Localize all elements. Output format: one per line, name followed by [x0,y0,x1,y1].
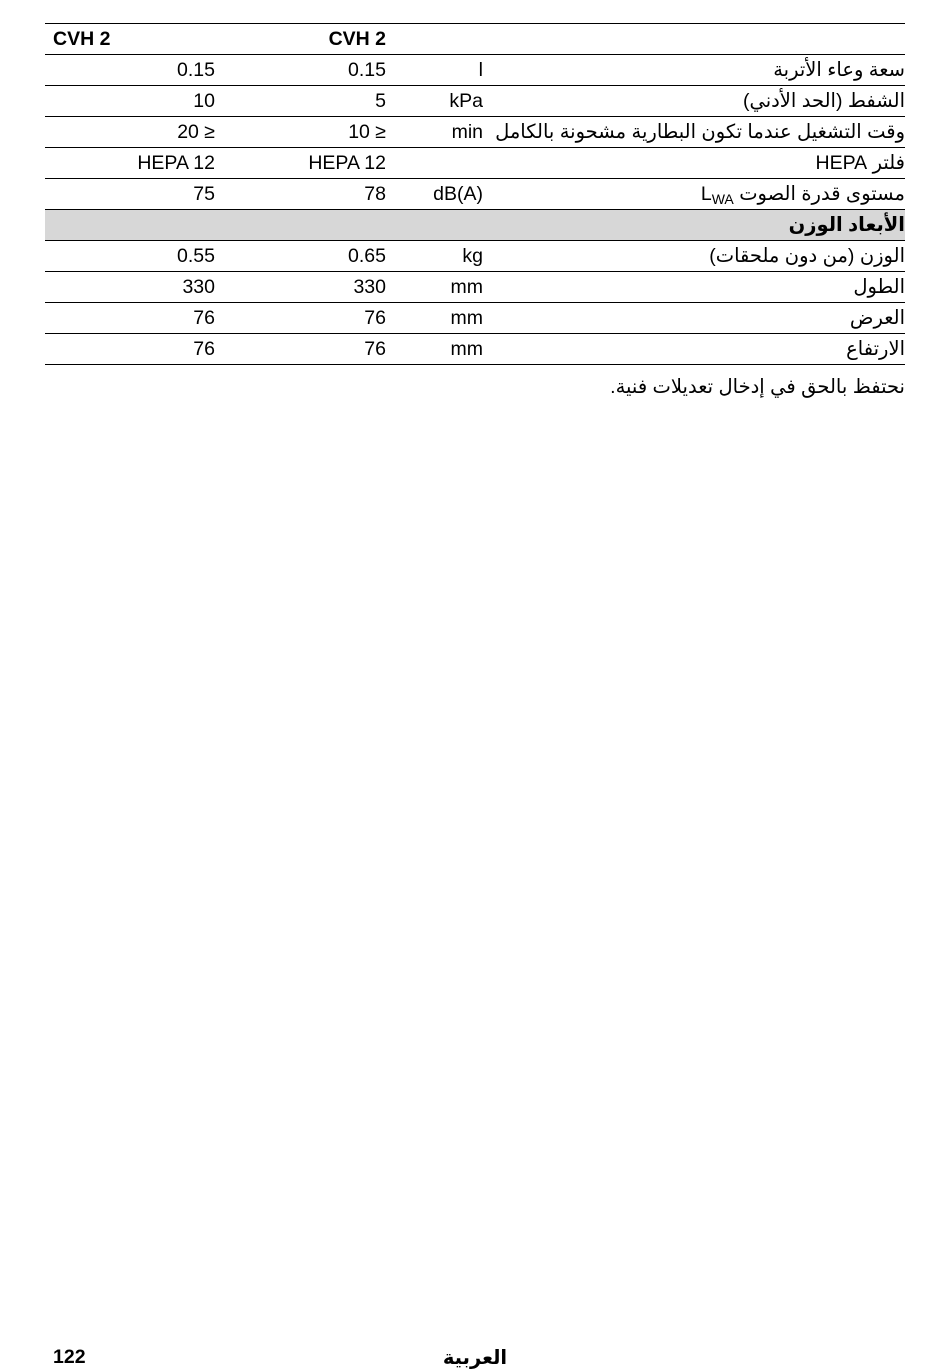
sound-power-symbol [701,183,734,205]
value-cell-2: 0.65 [215,241,386,272]
technical-changes-note: نحتفظ بالحق في إدخال تعديلات فنية. [610,376,905,398]
table-header-row [45,24,905,55]
value-cell-1: HEPA 12 [45,148,215,179]
value-cell-1: 0.15 [45,55,215,86]
value-cell-1: 76 [45,334,215,365]
value-cell-2: HEPA 12 [215,148,386,179]
value-cell-1: 330 [45,272,215,303]
value-cell-2: 76 [215,334,386,365]
value-cell-2: 5 [215,86,386,117]
label-cell: فلتر HEPA [483,148,905,179]
unit-cell: mm [386,334,483,365]
unit-cell: mm [386,303,483,334]
unit-cell: mm [386,272,483,303]
value-cell-2: 78 [215,179,386,210]
value-cell-1: 10 [45,86,215,117]
table-row [45,55,905,86]
page-number: 122 [53,1346,86,1368]
label-cell: الطول [483,272,905,303]
label-cell: سعة وعاء الأتربة [483,55,905,86]
header-model-1: CVH 2 [45,24,215,55]
value-cell-2: 10 ≥ [215,117,386,148]
label-cell: الوزن (من دون ملحقات) [483,241,905,272]
value-cell-1: 20 ≥ [45,117,215,148]
label-text: مستوى قدرة الصوت [739,182,905,205]
value-cell-1: 76 [45,303,215,334]
header-unit-cell [386,24,483,55]
label-cell: الارتفاع [483,334,905,365]
value-cell-1: 0.55 [45,241,215,272]
header-model-2: CVH 2 [215,24,386,55]
table-row [45,303,905,334]
unit-cell [386,148,483,179]
section-header-row [45,210,905,241]
value-cell-2: 76 [215,303,386,334]
label-cell: الشفط (الحد الأدني) [483,86,905,117]
unit-cell: kPa [386,86,483,117]
unit-cell: l [386,55,483,86]
section-title: الأبعاد الوزن [45,210,905,241]
table-row [45,272,905,303]
label-cell [483,179,905,210]
table-row [45,148,905,179]
table-row [45,179,905,210]
language-label: العربية [442,1347,508,1369]
value-cell-1: 75 [45,179,215,210]
symbol-letter: L [700,182,712,205]
label-cell: العرض [483,303,905,334]
label-cell: وقت التشغيل عندما تكون البطارية مشحونة بالكامل [483,117,905,148]
technical-data-table [45,23,905,365]
unit-cell: dB(A) [386,179,483,210]
unit-cell: min [386,117,483,148]
table-row [45,117,905,148]
table-row [45,334,905,365]
unit-cell: kg [386,241,483,272]
symbol-subscript: WA [711,190,734,207]
header-label-cell [483,24,905,55]
value-cell-2: 0.15 [215,55,386,86]
table-row [45,241,905,272]
table-row [45,86,905,117]
value-cell-2: 330 [215,272,386,303]
